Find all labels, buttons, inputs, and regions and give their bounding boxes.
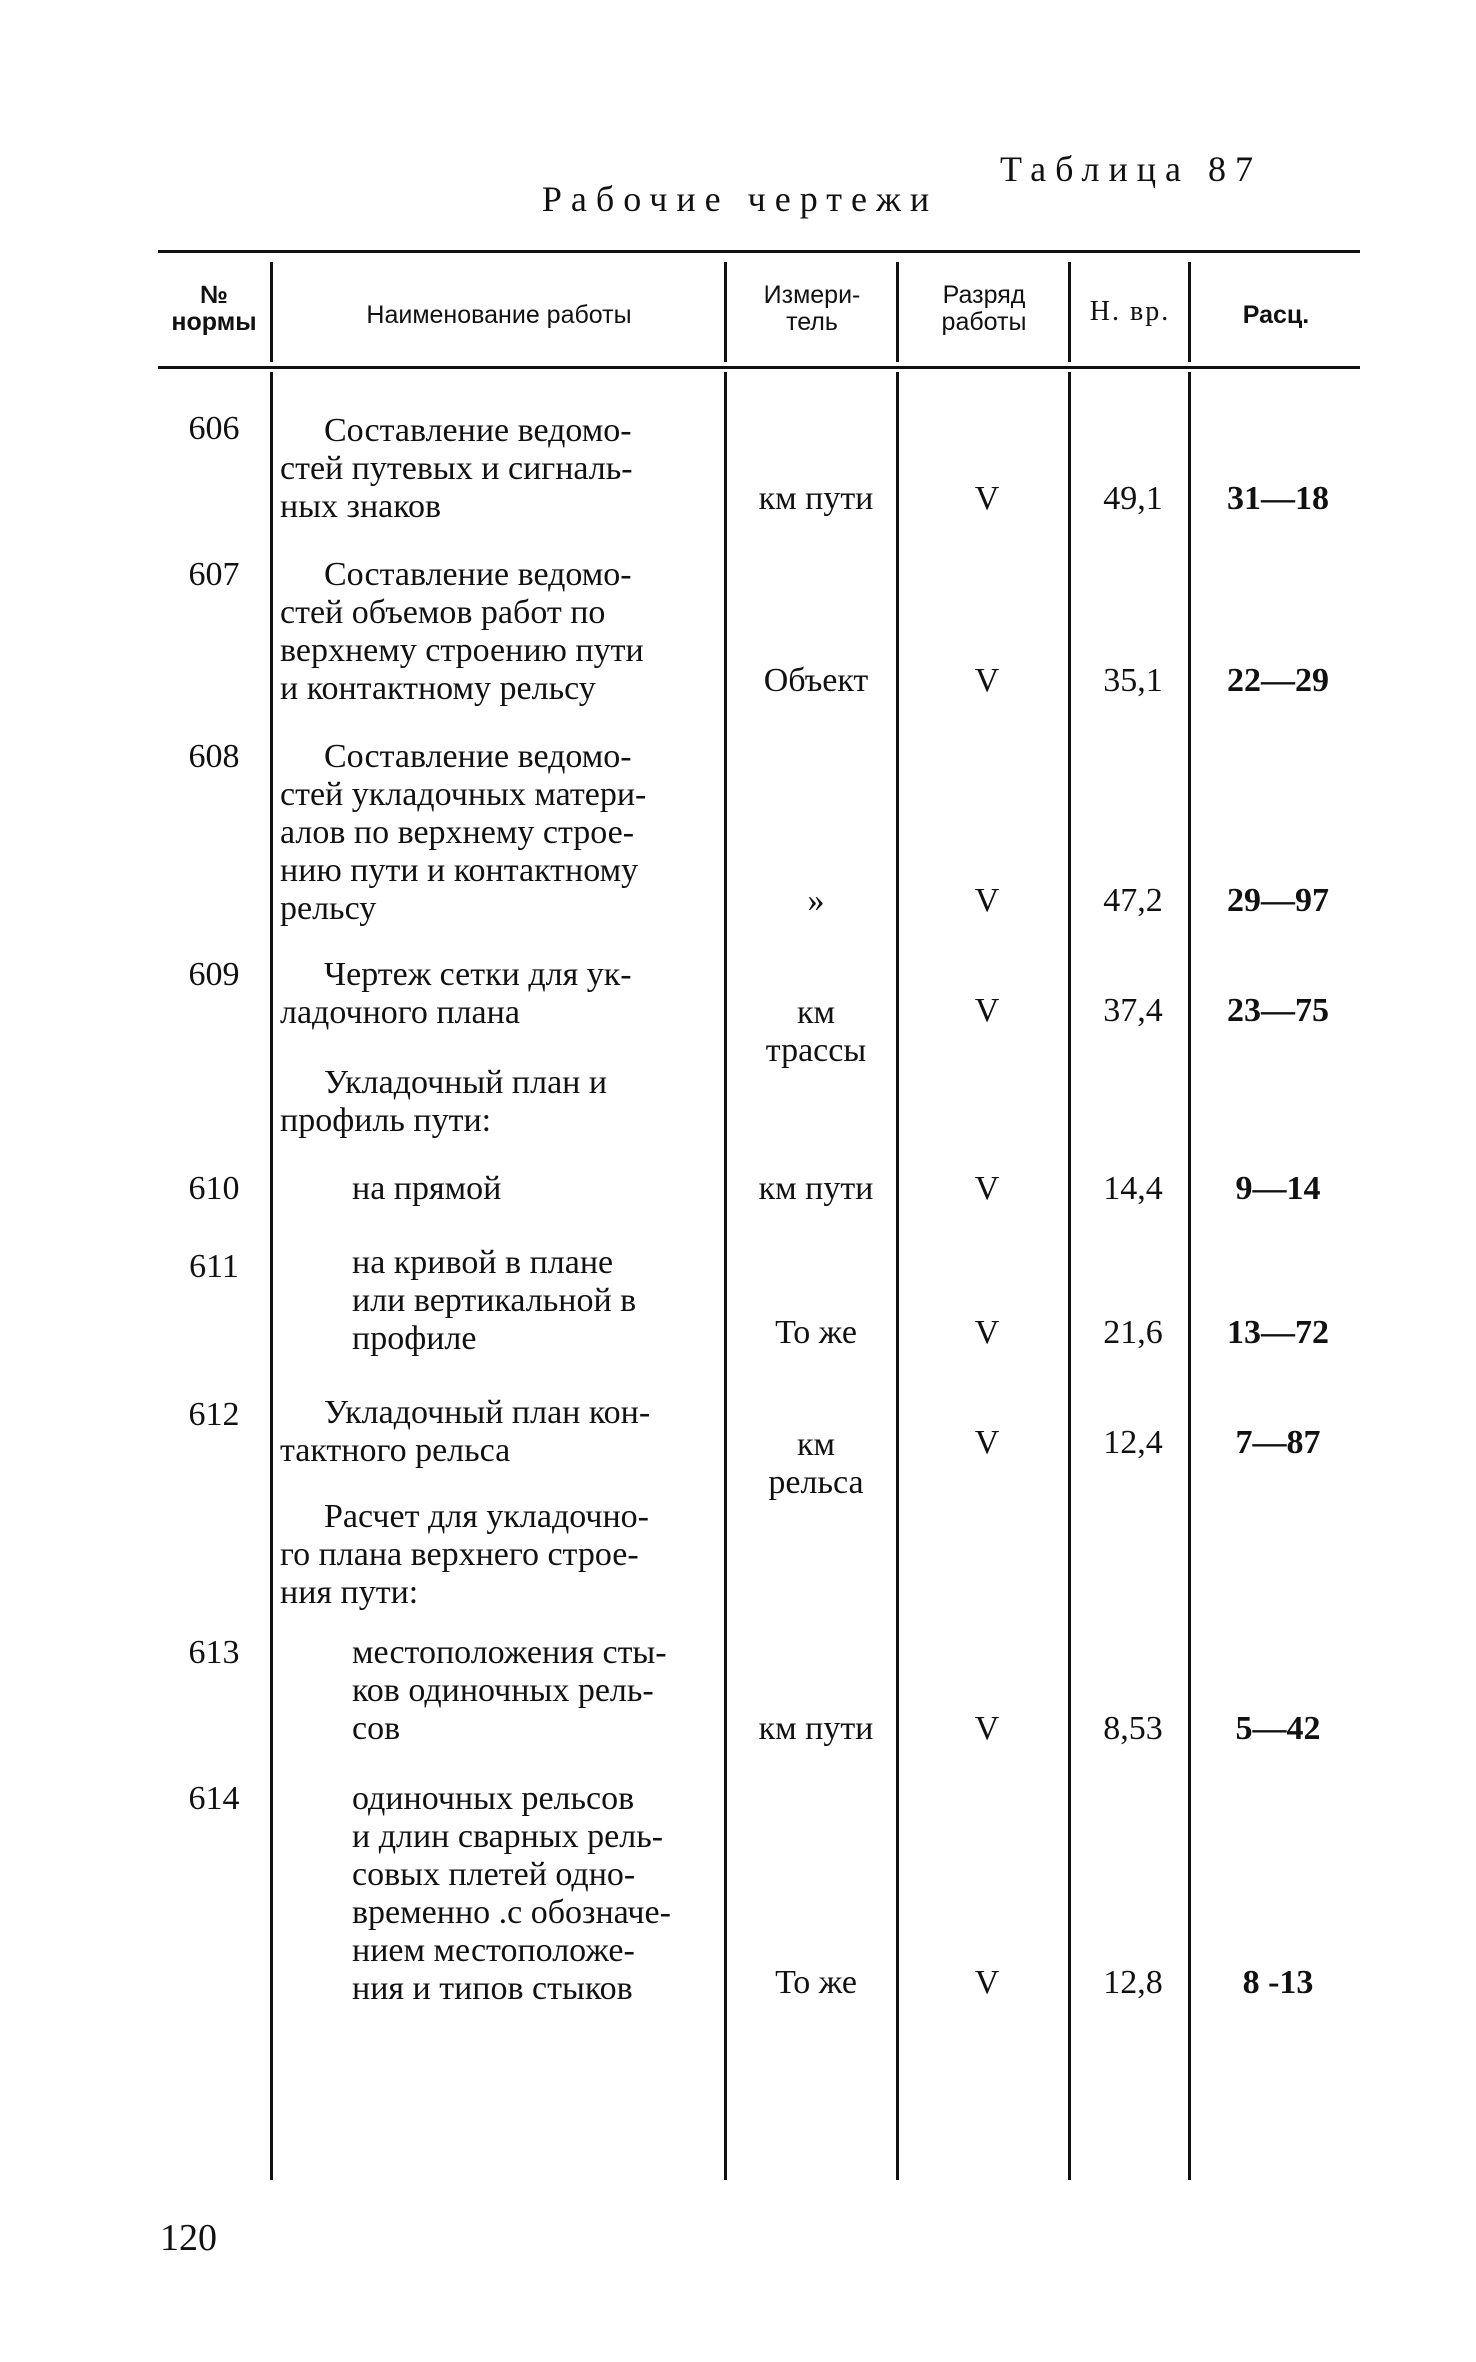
- row-num: 614: [188, 1780, 240, 1817]
- row-grade: V: [974, 1710, 1000, 1747]
- top-rule: [158, 250, 1360, 253]
- row-norm: 8,53: [1103, 1710, 1163, 1747]
- row-norm: 37,4: [1103, 992, 1163, 1029]
- row-num: 606: [188, 410, 240, 447]
- row-pay: 31—18: [1227, 480, 1329, 517]
- header-rule: [158, 366, 1360, 369]
- row-grade: V: [974, 882, 1000, 919]
- table-number: Таблица 87: [1000, 149, 1262, 189]
- row-pay: 5—42: [1235, 1710, 1321, 1747]
- row-pay: 29—97: [1227, 882, 1329, 919]
- column-divider: [1188, 372, 1191, 2180]
- row-num: 608: [188, 738, 240, 775]
- row-unit: км пути: [758, 1170, 874, 1207]
- header-grade: Разряд работы: [941, 281, 1027, 336]
- row-grade: V: [974, 992, 1000, 1029]
- page-number: 120: [160, 2217, 217, 2259]
- row-grade: V: [974, 1964, 1000, 2001]
- row-subheading: Расчет для укладочно- го плана верхнего строе- ния пути:: [280, 1498, 649, 1611]
- row-norm: 14,4: [1103, 1170, 1163, 1207]
- row-norm: 12,8: [1103, 1964, 1163, 2001]
- row-unit: км пути: [758, 1710, 874, 1747]
- header-norm: Н. вр.: [1089, 296, 1171, 327]
- row-grade: V: [974, 662, 1000, 699]
- row-grade: V: [974, 1314, 1000, 1351]
- row-norm: 12,4: [1103, 1424, 1163, 1461]
- row-name: местоположения сты- ков одиночных рель- сов: [352, 1634, 667, 1747]
- row-name: на кривой в плане или вертикальной в профиле: [352, 1244, 637, 1357]
- row-name: Составление ведомо- стей укладочных матери- алов по верхнему строе- нию пути и контактному рельсу: [280, 738, 647, 927]
- row-name: Чертеж сетки для ук- ладочного плана: [280, 956, 632, 1031]
- row-pay: 13—72: [1227, 1314, 1329, 1351]
- row-unit: Объект: [763, 662, 869, 699]
- row-grade: V: [974, 1170, 1000, 1207]
- row-unit: км пути: [758, 480, 874, 517]
- row-unit: То же: [775, 1314, 857, 1351]
- column-divider: [724, 262, 727, 362]
- column-divider: [270, 372, 273, 2180]
- row-unit: То же: [775, 1964, 857, 2001]
- row-num: 607: [188, 556, 240, 593]
- row-num: 612: [188, 1396, 240, 1433]
- column-divider: [1188, 262, 1191, 362]
- header-unit: Измери- тель: [763, 281, 861, 336]
- column-divider: [724, 372, 727, 2180]
- column-divider: [270, 262, 273, 362]
- row-num: 613: [188, 1634, 240, 1671]
- row-pay: 23—75: [1227, 992, 1329, 1029]
- row-pay: 22—29: [1227, 662, 1329, 699]
- row-num: 609: [188, 956, 240, 993]
- row-unit: км трассы: [765, 994, 867, 1069]
- row-grade: V: [974, 1424, 1000, 1461]
- row-pay: 7—87: [1235, 1424, 1321, 1461]
- row-name: одиночных рельсов и длин сварных рель- совых плетей одно- временно .с обозначе- нием местоположе- ния и типов стыков: [352, 1780, 671, 2007]
- row-norm: 49,1: [1103, 480, 1163, 517]
- row-norm: 21,6: [1103, 1314, 1163, 1351]
- header-pay: Расц.: [1242, 301, 1310, 329]
- row-norm: 47,2: [1103, 882, 1163, 919]
- row-name: на прямой: [352, 1170, 502, 1207]
- header-name: Наименование работы: [366, 301, 632, 329]
- column-divider: [896, 372, 899, 2180]
- row-num: 610: [188, 1170, 240, 1207]
- row-name: Составление ведомо- стей путевых и сигналь- ных знаков: [280, 412, 633, 525]
- column-divider: [896, 262, 899, 362]
- row-name: Составление ведомо- стей объемов работ по верхнему строению пути и контактному рельсу: [280, 556, 644, 707]
- column-divider: [1068, 262, 1071, 362]
- table-title: Рабочие чертежи: [541, 179, 939, 219]
- row-norm: 35,1: [1103, 662, 1163, 699]
- row-num: 611: [189, 1248, 239, 1285]
- row-unit: »: [807, 882, 825, 919]
- row-unit: км рельса: [768, 1426, 864, 1501]
- column-divider: [1068, 372, 1071, 2180]
- row-name: Укладочный план кон- тактного рельса: [280, 1394, 651, 1469]
- row-pay: 8 -13: [1242, 1964, 1314, 2001]
- row-pay: 9—14: [1235, 1170, 1321, 1207]
- row-grade: V: [974, 480, 1000, 517]
- header-num: № нормы: [171, 281, 257, 336]
- row-subheading: Укладочный план и профиль пути:: [280, 1064, 608, 1139]
